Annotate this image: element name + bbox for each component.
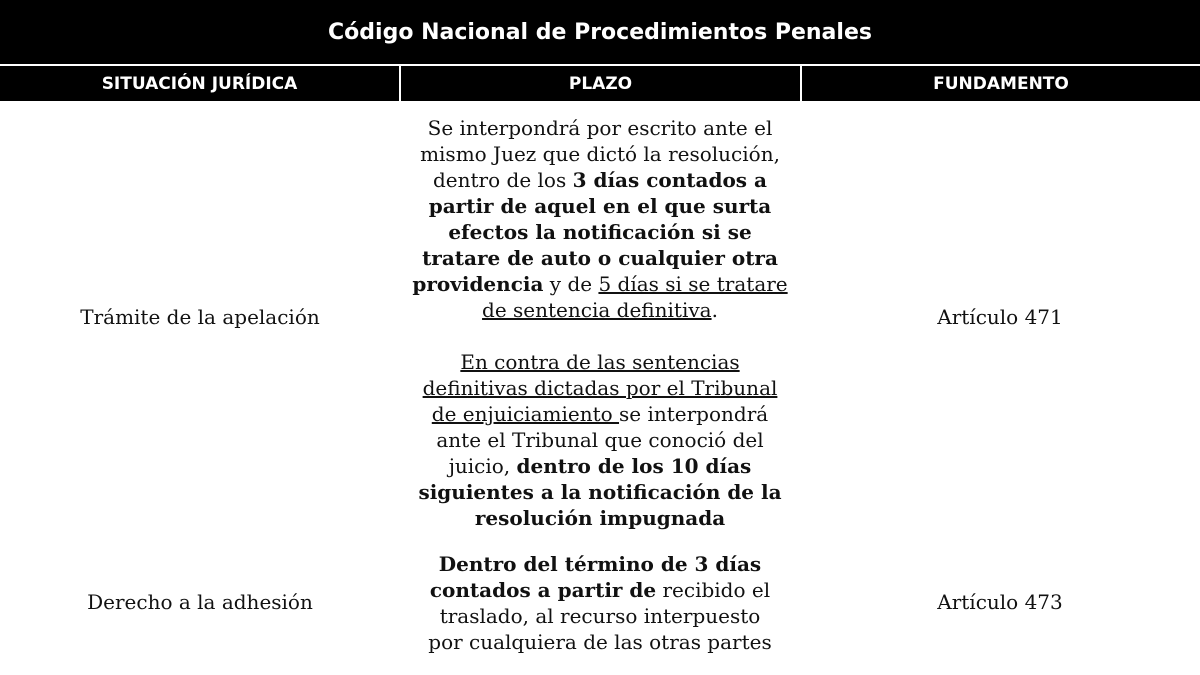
row2-situacion: Derecho a la adhesión (87, 590, 313, 614)
row1-plazo-p1-text-3: . (711, 298, 718, 322)
row1-plazo-p1-text-2: y de (543, 272, 599, 296)
row1-fundamento: Artículo 471 (937, 305, 1063, 329)
header-fundamento: FUNDAMENTO (802, 66, 1200, 101)
row1-situacion: Trámite de la apelación (80, 305, 320, 329)
row1-plazo-p2-text-1: se interpondrá ante el Tribunal que conoció del juicio, (436, 402, 769, 478)
row1-plazo-p1-underline-1: 5 días si se tratare de sentencia definitiva (482, 272, 788, 322)
header-plazo: PLAZO (401, 66, 800, 101)
row1-plazo-p2-bold-1: dentro de los 10 días siguientes a la notificación de la resolución impugnada (418, 454, 782, 530)
row1-plazo-p1-bold-1: 3 días contados a partir de aquel en el que surta efectos la notificación si se tratare de auto o cualquier otra providencia (412, 168, 778, 296)
row2-fundamento: Artículo 473 (937, 590, 1063, 614)
row1-plazo-paragraph-1 (400, 115, 800, 323)
row1-plazo (400, 115, 800, 531)
row2-plazo (400, 551, 800, 655)
row1-plazo-paragraph-2 (400, 349, 800, 531)
row2-plazo-p1-bold-1: Dentro del término de 3 días contados a partir de (429, 552, 762, 602)
header-situacion: SITUACIÓN JURÍDICA (0, 66, 399, 101)
row2-plazo-paragraph-1 (400, 551, 800, 655)
row1-plazo-p1-text-1: Se interpondrá por escrito ante el mismo Juez que dictó la resolución, dentro de los (420, 116, 780, 192)
row2-plazo-p1-text-1: recibido el traslado, al recurso interpuesto por cualquiera de las otras partes (428, 578, 772, 654)
row1-plazo-p2-underline-1: En contra de las sentencias definitivas dictadas por el Tribunal de enjuiciamiento (422, 350, 778, 426)
table-header-row (0, 66, 1200, 101)
document-title: Código Nacional de Procedimientos Penales (0, 0, 1200, 64)
